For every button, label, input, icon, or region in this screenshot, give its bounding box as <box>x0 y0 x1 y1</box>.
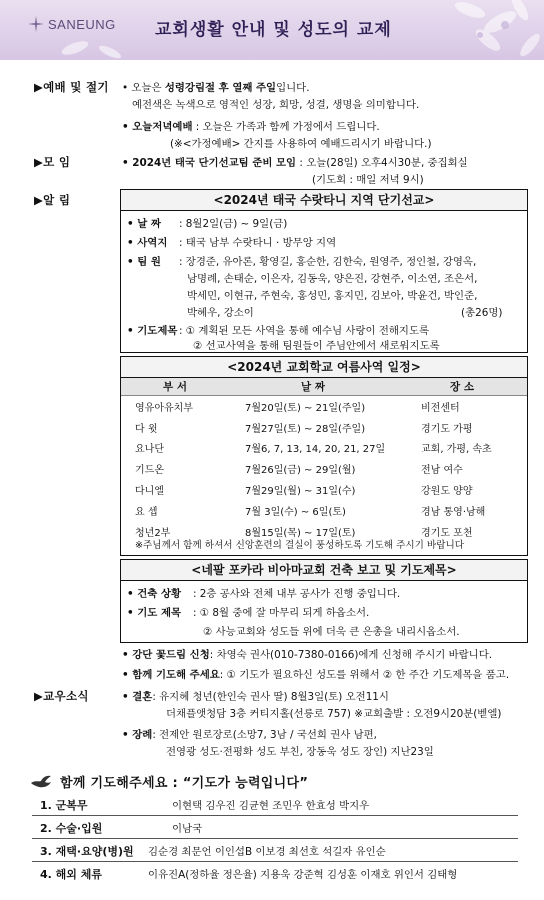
summer-header-dept: 부 서 <box>121 378 229 396</box>
cross-logo-icon <box>28 16 44 32</box>
table-row: 청년2부 8월15일(목) ~ 17일(토) 경기도 포천 <box>135 527 473 539</box>
nepal-building-box <box>120 559 528 643</box>
wedding-line1: • 결혼: 유지혜 청년(한인숙 권사 딸) 8월3일(토) 오전11시 <box>122 691 389 703</box>
table-row: 기드온 7월26일(금) ~ 29일(월) 전남 여수 <box>135 465 463 477</box>
nepal-status-value: : 2층 공사와 전체 내부 공사가 진행 중입니다. <box>193 588 401 600</box>
summer-header-place: 장 소 <box>397 378 527 396</box>
thailand-prayer1: : ① 계획된 모든 사역을 통해 예수님 사랑이 전해지도록 <box>179 325 430 337</box>
prayer-item-label: 2. 수술·입원 <box>40 822 103 835</box>
thailand-date-label: • 날 짜 <box>127 218 161 230</box>
thailand-team-total: (총26명) <box>461 307 503 319</box>
summer-header-date: 날 짜 <box>229 378 397 396</box>
wedding-line2: 더채플앳청담 3층 커티지홀(선릉로 757) ※교회출발 : 오전9시20분(벧엘) <box>166 708 502 720</box>
worship-line3: • 오늘저녁예배 : 오늘은 가족과 함께 가정에서 드립니다. <box>122 121 380 133</box>
flower-offering-notice: • 강단 꽃드림 신청: 차영숙 권사(010-7380-0166)에게 신청해 주시기 바랍니다. <box>122 649 493 661</box>
thailand-prayer-label: • 기도제목 <box>127 325 178 337</box>
thailand-date-value: : 8월2일(금) ~ 9일(금) <box>179 218 288 230</box>
meeting-line2: (기도회 : 매일 저녁 9시) <box>312 174 424 186</box>
thailand-mission-box <box>120 189 528 353</box>
pray-together-notice: • 함께 기도해 주세요: ① 기도가 필요하신 성도를 위해서 ② 한 주간 기도제목을 품고. <box>122 669 510 681</box>
nepal-prayer2: ② 사능교회와 성도들 위에 더욱 큰 은총을 내리시옵소서. <box>203 626 460 638</box>
prayer-item-names: 김순경 최문언 이인섭B 이보경 최선호 석길자 유인순 <box>148 846 386 858</box>
section-label-notice: ▶알 림 <box>34 193 71 207</box>
prayer-list-heading: 함께 기도해주세요 : “기도가 능력입니다” <box>30 772 308 791</box>
section-label-meeting: ▶모 임 <box>34 155 71 169</box>
section-label-worship: ▶예배 및 절기 <box>34 80 109 94</box>
divider <box>32 838 518 839</box>
table-row: 요 셉 7월 3일(수) ~ 6일(토) 경남 통영·남해 <box>135 506 486 518</box>
section-label-members: ▶교우소식 <box>34 689 89 703</box>
thailand-team-line1: : 장경준, 유아론, 황영길, 홍순한, 김한숙, 원영주, 정인철, 강영옥, <box>179 256 477 268</box>
thailand-team-line2: 남명례, 손태순, 이은자, 김동욱, 양은진, 강현주, 이소연, 조은서, <box>187 273 478 285</box>
prayer-item-names: 이남국 <box>172 823 203 835</box>
thailand-place-value: : 태국 남부 수랏타니 · 방무앙 지역 <box>179 237 337 249</box>
worship-line4: (※<가정예배> 간지를 사용하여 예배드리시기 바랍니다.) <box>170 138 432 150</box>
prayer-item-label: 4. 해외 체류 <box>40 868 102 881</box>
header-banner <box>0 0 544 60</box>
prayer-item-names: 이현택 김우진 김균현 조민우 한효성 박지우 <box>172 800 370 812</box>
table-row: 영유아유치부 7월20일(토) ~ 21일(주일) 비전센터 <box>135 402 460 414</box>
summer-title: <2024년 교회학교 여름사역 일정> <box>121 357 527 378</box>
nepal-status-label: • 건축 상황 <box>127 588 182 600</box>
table-row: 요나단 7월6, 7, 13, 14, 20, 21, 27일 교회, 가평, 속초 <box>135 444 492 456</box>
table-row: 다니엘 7월29일(월) ~ 31일(수) 강원도 양양 <box>135 486 473 498</box>
summer-schedule-box <box>120 356 528 556</box>
prayer-item-label: 3. 재택·요양(병)원 <box>40 845 134 858</box>
thailand-prayer2: ② 선교사역을 통해 팀원들이 주님안에서 새로워지도록 <box>193 340 440 352</box>
nepal-title: <네팔 포카라 비아마교회 건축 보고 및 기도제목> <box>121 560 527 581</box>
logo <box>28 16 116 32</box>
worship-line1: • 오늘은 성령강림절 후 열째 주일입니다. <box>122 82 310 94</box>
thailand-team-line3: 박세민, 이현규, 주현숙, 홍성민, 홍지민, 김보아, 박윤건, 박인준, <box>187 290 478 302</box>
nepal-prayer1: : ① 8월 중에 잘 마무리 되게 하옵소서. <box>193 607 370 619</box>
summer-table <box>121 378 527 542</box>
prayer-item-names: 이유진A(정하율 정은율) 지용욱 강준혁 김성훈 이재호 위인서 김태형 <box>148 869 458 881</box>
thailand-title: <2024년 태국 수랏타니 지역 단기선교> <box>121 190 527 211</box>
summer-table-header <box>121 378 527 396</box>
table-row: 다 윗 7월27일(토) ~ 28일(주일) 경기도 가평 <box>135 423 473 435</box>
dove-icon <box>30 774 52 790</box>
thailand-team-line4: 박혜우, 강소이 <box>187 307 254 319</box>
nepal-prayer-label: • 기도 제목 <box>127 607 182 619</box>
thailand-place-label: • 사역지 <box>127 237 168 249</box>
funeral-line1: • 장례: 전제안 원로장로(소망7, 3남 / 국선희 권사 남편, <box>122 729 377 741</box>
thailand-team-label: • 팀 원 <box>127 256 161 268</box>
prayer-item-label: 1. 군복무 <box>40 799 88 812</box>
funeral-line2: 전영광 성도·전평화 성도 부친, 장동욱 성도 장인) 지난23일 <box>166 746 434 758</box>
page-title: 교회생활 안내 및 성도의 교제 <box>155 20 392 40</box>
summer-note: ※주님께서 함께 하셔서 신앙훈련의 결실이 풍성하도록 기도해 주시기 바랍니다 <box>135 540 464 551</box>
divider <box>32 861 518 862</box>
divider <box>32 815 518 816</box>
worship-line2: 예전색은 녹색으로 영적인 성장, 희망, 성결, 생명을 의미합니다. <box>132 99 420 111</box>
logo-text: SANEUNG <box>48 16 116 32</box>
meeting-line1: • 2024년 태국 단기선교팀 준비 모임 : 오늘(28일) 오후4시30분, 중집회실 <box>122 157 468 169</box>
